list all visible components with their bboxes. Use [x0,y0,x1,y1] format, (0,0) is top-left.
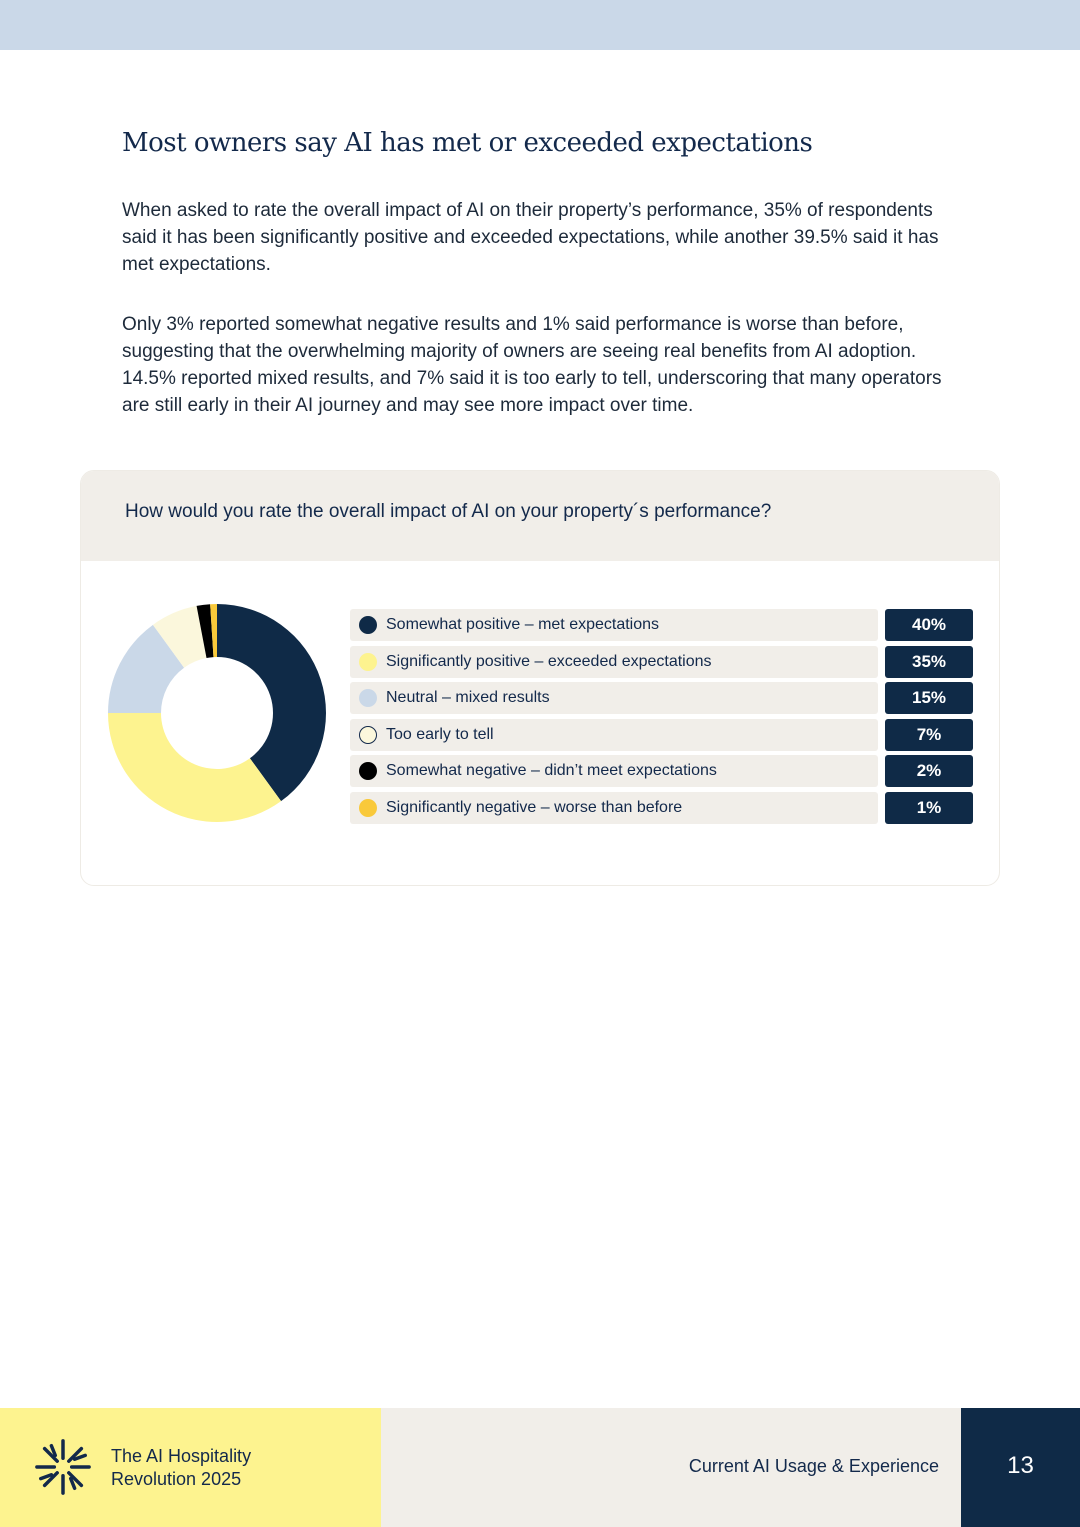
legend-value-badge: 40% [885,609,973,641]
legend-label: Significantly negative – worse than before [386,798,683,816]
publication-title-line2: Revolution 2025 [111,1469,242,1489]
page-number: 13 [1007,1452,1034,1479]
legend-value-badge: 2% [885,755,973,787]
legend-value-badge: 1% [885,792,973,824]
survey-question: How would you rate the overall impact of AI on your property´s performance? [125,501,772,522]
legend-label-box [350,755,878,787]
body-paragraph-1: When asked to rate the overall impact of AI on their property’s performance, 35% of respondents said it has been significantly positive and exceeded expectations, while another 39.5% said it has met expectations. [122,200,939,275]
legend-value-badge: 35% [885,646,973,678]
legend-row [350,755,974,787]
legend-label: Somewhat positive – met expectations [386,616,660,633]
legend-row [350,719,974,751]
legend-label-box [350,682,878,714]
legend-swatch-icon [359,799,377,817]
sunburst-logo-icon [34,1438,92,1496]
legend-label-box [350,609,878,641]
footer-page-panel [961,1408,1080,1527]
body-paragraph-2: Only 3% reported somewhat negative results and 1% said performance is worse than before, suggesting that the overwhelming majority of owners are seeing real benefits from AI adoption. 14.5% reported mixed results, and 7% said it is too early to tell, underscoring that many operators are still early in their AI journey and may see more impact over time. [122,314,942,416]
legend-row [350,609,974,641]
legend-row [350,792,974,824]
legend-swatch-icon [359,762,377,780]
legend-label: Too early to tell [386,725,494,743]
legend-row [350,682,974,714]
chart-legend [350,609,974,828]
top-header-band [0,0,1080,50]
footer-brand-panel [0,1408,381,1527]
footer-section-panel [381,1408,961,1527]
legend-swatch-icon [359,726,377,744]
legend-swatch-icon [359,653,377,671]
legend-label: Somewhat negative – didn’t meet expectations [386,762,717,779]
donut-slice-2 [108,713,281,822]
legend-label: Significantly positive – exceeded expectations [386,652,712,670]
legend-value-badge: 15% [885,682,973,714]
donut-chart [107,603,327,823]
chart-card-header [81,471,999,561]
legend-label-box [350,719,878,751]
chart-card [80,470,1000,886]
publication-title-line1: The AI Hospitality [111,1446,252,1466]
legend-label: Neutral – mixed results [386,689,550,706]
legend-label-box [350,792,878,824]
legend-label-box [350,646,878,678]
publication-title [111,1445,251,1491]
section-heading: Most owners say AI has met or exceeded expectations [122,128,813,158]
legend-value-badge: 7% [885,719,973,751]
legend-swatch-icon [359,689,377,707]
legend-row [350,646,974,678]
legend-swatch-icon [359,616,377,634]
section-name: Current AI Usage & Experience [688,1456,939,1476]
